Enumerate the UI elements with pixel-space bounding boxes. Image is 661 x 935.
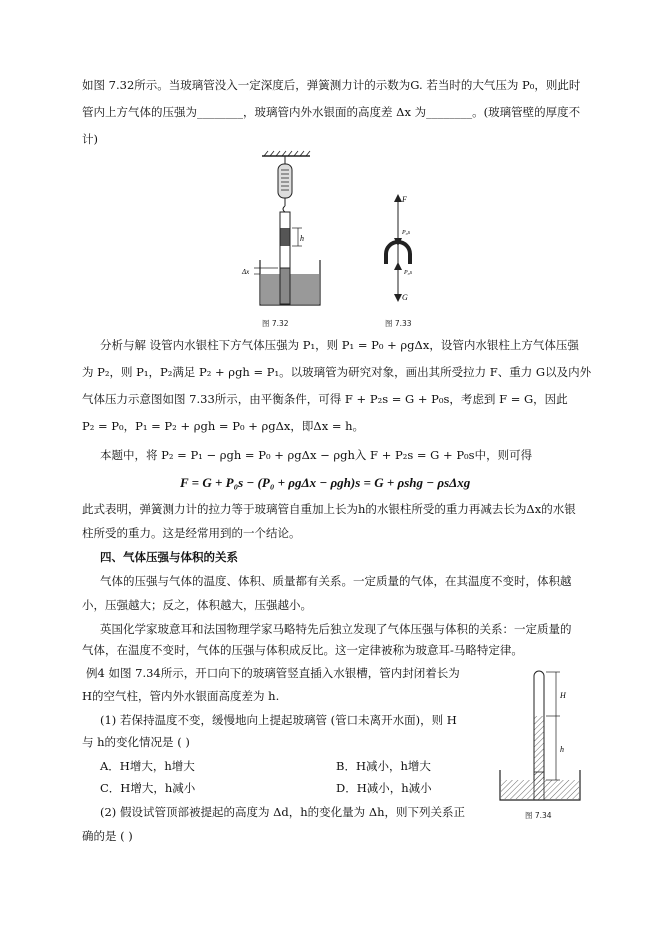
example-4-q2-line-2: 确的是 ( ): [82, 829, 133, 843]
analysis-line-3: 气体压力示意图如图 7.33所示，由平衡条件，可得 F + P₂s = G + P₀s，考虑到 F = G，因此: [82, 392, 568, 406]
caption-7-32: 图 7.32: [262, 319, 289, 328]
example-4-q2-line-1: (2) 假设试管顶部被提起的高度为 Δd，h的变化量为 Δh，则下列关系正: [100, 805, 466, 819]
analysis-line-6: 此式表明，弹簧测力计的拉力等于玻璃管自重加上长为h的水银柱所受的重力再减去长为Δx的水银: [82, 502, 576, 516]
label-p0s-top-733: P₀s: [402, 230, 411, 236]
analysis-line-7: 柱所受的重力。这是经常用到的一个结论。: [82, 526, 301, 540]
figure-7-33: [368, 190, 438, 310]
label-h-734: h: [560, 745, 564, 754]
section-4-heading: 四、气体压强与体积的关系: [100, 550, 238, 564]
label-F-733: F: [402, 195, 407, 204]
section-4-para-3: 英国化学家玻意耳和法国物理学家马略特先后独立发现了气体压强与体积的关系：一定质量的: [100, 622, 572, 636]
option-d: D．H减小，h减小: [336, 781, 432, 795]
label-dx-732: Δx: [242, 268, 250, 276]
label-H-734: H: [560, 691, 566, 700]
intro-line-3: 计): [82, 132, 98, 146]
option-a: A．H增大，h增大: [100, 759, 195, 773]
label-G-733: G: [402, 293, 408, 302]
caption-7-33: 图 7.33: [385, 319, 412, 328]
caption-7-34: 图 7.34: [525, 811, 552, 820]
intro-line-2: 管内上方气体的压强为________，玻璃管内外水银面的高度差 Δx 为________。(玻璃管壁的厚度不: [82, 105, 581, 119]
label-h-732: h: [300, 234, 304, 243]
analysis-line-4: P₂ = P₀，P₁ = P₂ + ρgh = P₀ + ρgΔx，即Δx = h。: [82, 419, 365, 433]
analysis-line-2: 为 P₂，则 P₁，P₂满足 P₂ + ρgh = P₁。以玻璃管为研究对象，画出其所受拉力 F、重力 G以及内外: [82, 365, 592, 379]
example-4-q1-line-2: 与 h的变化情况是 ( ): [82, 735, 190, 749]
intro-line-1: 如图 7.32所示。当玻璃管没入一定深度后，弹簧测力计的示数为G. 若当时的大气压为 P₀，则此时: [82, 78, 581, 92]
analysis-formula: F = G + P₀s − (P₀ + ρgΔx − ρgh)s = G + ρshg − ρsΔxg: [180, 475, 471, 490]
option-b: B．H减小，h增大: [336, 759, 431, 773]
section-4-para-4: 气体，在温度不变时，气体的压强与体积成反比。这一定律被称为玻意耳-马略特定律。: [82, 643, 523, 657]
figure-7-34: [494, 668, 586, 808]
example-4-line-2: H的空气柱，管内外水银面高度差为 h.: [82, 689, 280, 703]
example-4-line-1: 例4 如图 7.34所示，开口向下的玻璃管竖直插入水银槽，管内封闭着长为: [86, 666, 460, 680]
section-4-para-1: 气体的压强与气体的温度、体积、质量都有关系。一定质量的气体，在其温度不变时，体积越: [100, 574, 572, 588]
section-4-para-2: 小，压强越大；反之，体积越大，压强越小。: [82, 598, 312, 612]
analysis-line-1: 分析与解 设管内水银柱下方气体压强为 P₁，则 P₁ = P₀ + ρgΔx，设管内水银柱上方气体压强: [100, 338, 579, 352]
figure-7-32: [240, 150, 340, 310]
option-c: C．H增大，h减小: [100, 781, 196, 795]
example-4-q1-line-1: (1) 若保持温度不变，缓慢地向上提起玻璃管 (管口未离开水面)，则 H: [100, 713, 457, 727]
label-p0s-bot-733: P₀s: [404, 270, 413, 276]
analysis-line-5: 本题中，将 P₂ = P₁ − ρgh = P₀ + ρgΔx − ρgh入 F + P₂s = G + P₀s中，则可得: [100, 448, 533, 462]
